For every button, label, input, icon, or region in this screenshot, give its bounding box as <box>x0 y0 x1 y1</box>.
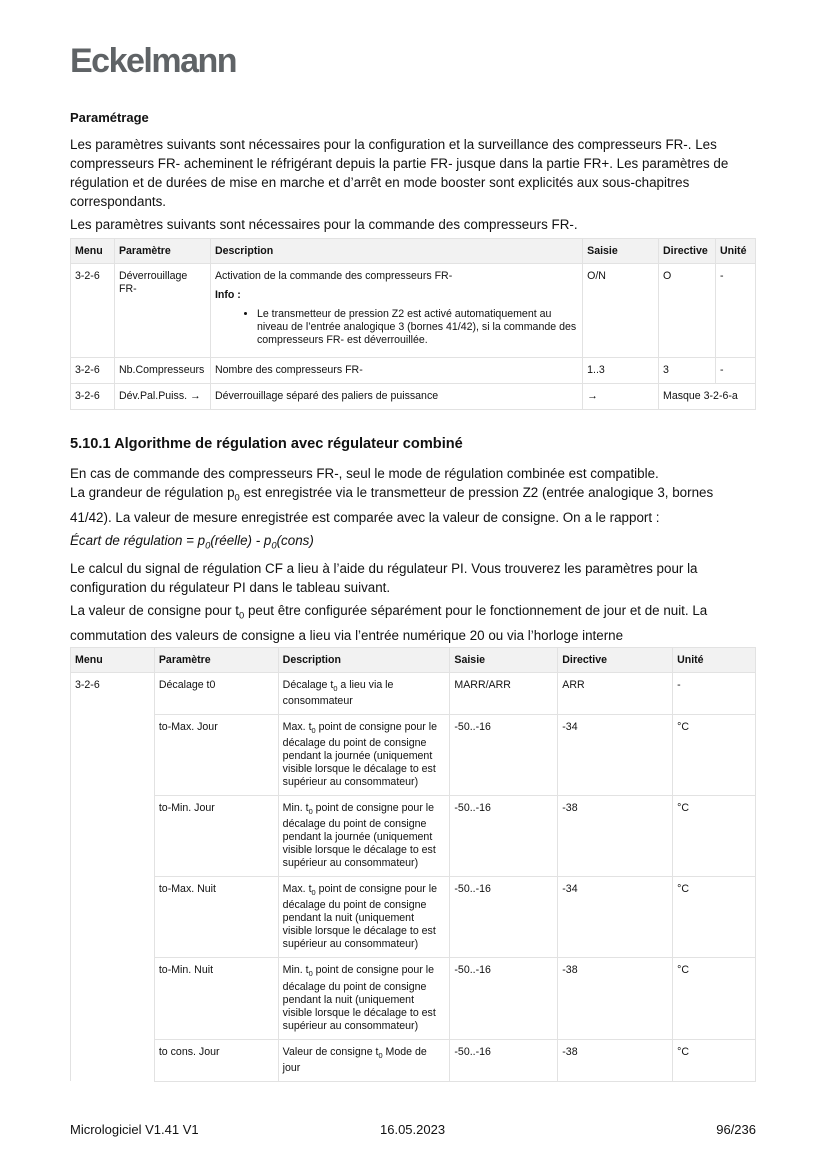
regulation-formula <box>70 531 756 556</box>
cell-saisie: -50..-16 <box>450 715 558 796</box>
cell-param: Décalage t0 <box>154 673 278 715</box>
text-fragment: Max. t <box>282 721 312 734</box>
cell-menu-empty <box>71 958 155 1039</box>
table-header-row <box>71 648 756 673</box>
cell-unite: - <box>673 673 756 715</box>
text-fragment: Mode de jour <box>282 1045 427 1074</box>
cell-directive: O <box>659 264 716 358</box>
cell-param: to cons. Jour <box>154 1039 278 1081</box>
text-fragment: (réelle) - p <box>210 532 272 548</box>
cell-saisie: 1..3 <box>583 358 659 384</box>
cell-menu: 3-2-6 <box>71 384 115 410</box>
subscript: 0 <box>311 888 316 898</box>
text-fragment: Écart de régulation = p <box>70 532 206 548</box>
regulation-paragraph <box>70 464 756 527</box>
text-fragment: Décalage t <box>282 679 334 692</box>
text-fragment: point de consigne pour le décalage du point de consigne pendant la nuit (uniquement visible lorsque le décalage to est supérieur au consommateur) <box>282 883 437 951</box>
text-fragment: peut être configurée séparément pour le fonctionnement de jour et de nuit. La commutation des valeurs de consigne a lieu via l’entrée numérique 20 ou via l’horloge interne <box>70 603 708 644</box>
cell-param: Dév.Pal.Puiss. → <box>114 384 210 410</box>
table-row <box>71 796 756 877</box>
cell-saisie: -50..-16 <box>450 958 558 1039</box>
footer-page-number: 96/236 <box>716 1122 756 1137</box>
info-label: Info : <box>214 289 241 301</box>
col-header-directive: Directive <box>558 648 673 673</box>
table-row <box>71 958 756 1039</box>
subscript: 0 <box>308 807 313 817</box>
col-header-saisie: Saisie <box>583 239 659 264</box>
col-header-menu: Menu <box>71 239 115 264</box>
cell-unite: °C <box>673 958 756 1039</box>
cell-param: to-Max. Nuit <box>154 877 278 958</box>
cell-saisie: O/N <box>583 264 659 358</box>
col-header-parametre: Paramètre <box>154 648 278 673</box>
cell-menu-empty <box>71 796 155 877</box>
cell-directive: -34 <box>558 877 673 958</box>
cell-desc <box>278 673 450 715</box>
cell-desc: Déverrouillage séparé des paliers de puissance <box>210 384 582 410</box>
footer-firmware-version: Micrologiciel V1.41 V1 <box>70 1122 199 1137</box>
subscript: 0 <box>271 540 277 551</box>
subscript: 0 <box>308 969 313 979</box>
col-header-menu: Menu <box>71 648 155 673</box>
page-content <box>70 110 756 1082</box>
cell-directive: -38 <box>558 1039 673 1081</box>
subscript: 0 <box>378 1050 383 1060</box>
cell-unite: °C <box>673 877 756 958</box>
regulation-line1: En cas de commande des compresseurs FR-, seul le mode de régulation combinée est compatible. <box>70 466 659 481</box>
setpoint-params-table <box>70 647 756 1082</box>
col-header-unite: Unité <box>715 239 755 264</box>
text-fragment: Min. t <box>282 964 309 977</box>
col-header-description: Description <box>210 239 582 264</box>
cell-directive: -38 <box>558 958 673 1039</box>
table-row <box>71 1039 756 1081</box>
cell-unite: °C <box>673 1039 756 1081</box>
cell-saisie: -50..-16 <box>450 796 558 877</box>
cell-saisie: -50..-16 <box>450 1039 558 1081</box>
cell-param: Déverrouillage FR- <box>114 264 210 358</box>
intro-paragraph: Les paramètres suivants sont nécessaires pour la configuration et la surveillance des compresseurs FR-. Les compresseurs FR- acheminent le réfrigérant depuis la partie FR- jusque dans la partie FR+. Les paramètres de régulation et de durées de mise en marche et d’arrêt en mode booster sont explicités aux sous-chapitres correspondants. <box>70 137 729 209</box>
section-heading-parametrage: Paramétrage <box>70 110 149 125</box>
table-row <box>71 358 756 384</box>
cell-menu: 3-2-6 <box>71 264 115 358</box>
cell-saisie: MARR/ARR <box>450 673 558 715</box>
cell-desc <box>210 264 582 358</box>
cell-directive: 3 <box>659 358 716 384</box>
cell-unite: - <box>715 358 755 384</box>
table-row <box>71 384 756 410</box>
info-list <box>215 308 578 347</box>
text-fragment: point de consigne pour le décalage du point de consigne pendant la journée (uniquement visible lorsque le décalage to est supérieur au consommateur) <box>282 802 436 870</box>
subscript: 0 <box>205 540 211 551</box>
text-fragment: La valeur de consigne pour t <box>70 603 239 619</box>
table1-intro: Les paramètres suivants sont nécessaires pour la commande des compresseurs FR-. <box>70 217 578 232</box>
pi-regulator-paragraph: Le calcul du signal de régulation CF a lieu à l’aide du régulateur PI. Vous trouverez les paramètres pour la configuration du régulateur PI dans le tableau suivant. <box>70 561 698 596</box>
text-fragment: point de consigne pour le décalage du point de consigne pendant la nuit (uniquement visible lorsque le décalage to est supérieur au consommateur) <box>282 964 436 1032</box>
section-heading-5-10-1: 5.10.1 Algorithme de régulation avec régulateur combiné <box>70 436 463 452</box>
subscript: 0 <box>234 492 240 503</box>
text-fragment: La grandeur de régulation p <box>70 485 235 500</box>
col-header-unite: Unité <box>673 648 756 673</box>
text-fragment: est enregistrée via le transmetteur de pression Z2 (entrée analogique 3, bornes 41/42). La valeur de mesure enregistrée est comparée avec la valeur de consigne. On a le rapport : <box>70 485 714 525</box>
cell-saisie: → <box>583 384 659 410</box>
text-fragment: Max. t <box>282 883 312 896</box>
cell-menu-empty <box>71 715 155 796</box>
col-header-saisie: Saisie <box>450 648 558 673</box>
col-header-description: Description <box>278 648 450 673</box>
cell-directive: ARR <box>558 673 673 715</box>
text-fragment: Valeur de consigne t <box>282 1045 379 1058</box>
cell-desc <box>278 715 450 796</box>
subscript: 0 <box>333 684 338 694</box>
table-row <box>71 264 756 358</box>
cell-desc: Nombre des compresseurs FR- <box>210 358 582 384</box>
col-header-directive: Directive <box>659 239 716 264</box>
cell-param: Nb.Compresseurs <box>114 358 210 384</box>
subscript: 0 <box>239 611 245 622</box>
setpoint-paragraph <box>70 601 756 645</box>
cell-directive-mask-link[interactable]: Masque 3-2-6-a <box>659 384 756 410</box>
cell-param: to-Min. Nuit <box>154 958 278 1039</box>
cell-menu-empty <box>71 877 155 958</box>
eckelmann-logo: Eckelmann <box>70 42 237 80</box>
cell-unite: - <box>715 264 755 358</box>
table-header-row <box>71 239 756 264</box>
table-row <box>71 715 756 796</box>
cell-desc <box>278 958 450 1039</box>
text-fragment: point de consigne pour le décalage du point de consigne pendant la journée (uniquement visible lorsque le décalage to est supérieur au consommateur) <box>282 721 437 789</box>
table-row <box>71 673 756 715</box>
cell-param: to-Min. Jour <box>154 796 278 877</box>
cell-menu: 3-2-6 <box>71 673 155 715</box>
text-fragment: (cons) <box>276 532 314 548</box>
cell-unite: °C <box>673 796 756 877</box>
text-fragment: a lieu via le consommateur <box>282 679 394 708</box>
cell-desc <box>278 877 450 958</box>
cell-param: to-Max. Jour <box>154 715 278 796</box>
subscript: 0 <box>311 726 316 736</box>
col-header-parametre: Paramètre <box>114 239 210 264</box>
desc-text: Activation de la commande des compresseurs FR- <box>214 270 453 282</box>
cell-directive: -34 <box>558 715 673 796</box>
compressor-params-table <box>70 238 756 410</box>
cell-desc <box>278 1039 450 1081</box>
cell-menu-empty <box>71 1039 155 1081</box>
cell-directive: -38 <box>558 796 673 877</box>
cell-menu: 3-2-6 <box>71 358 115 384</box>
table-row <box>71 877 756 958</box>
info-bullet: • Le transmetteur de pression Z2 est activé automatiquement au niveau de l’entrée analogique 3 (bornes 41/42), si la commande des compresseurs FR- est déverrouillée. <box>257 308 578 347</box>
cell-desc <box>278 796 450 877</box>
text-fragment: Min. t <box>282 802 309 815</box>
cell-unite: °C <box>673 715 756 796</box>
footer-date: 16.05.2023 <box>380 1122 446 1137</box>
cell-saisie: -50..-16 <box>450 877 558 958</box>
